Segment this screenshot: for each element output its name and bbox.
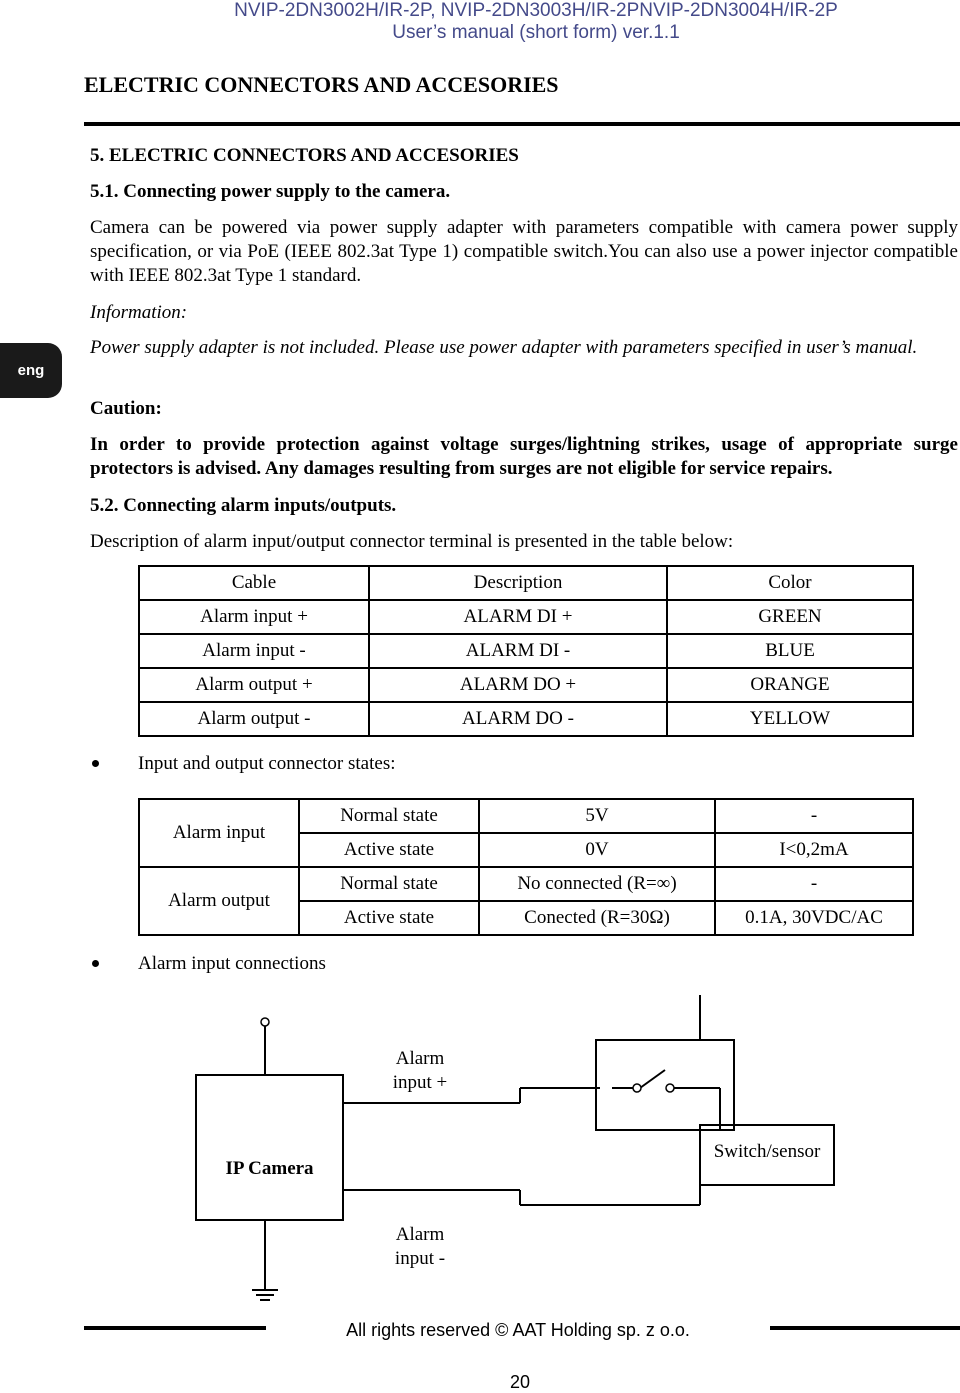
table-cell: GREEN <box>667 600 913 634</box>
header-models: NVIP-2DN3002H/IR-2P, NVIP-2DN3003H/IR-2PNVIP-2DN3004H/IR-2P <box>234 0 838 21</box>
caution-text: In order to provide protection against voltage surges/lightning strikes, usage of appropriate surge protectors is advised. Any damages resulting from surges are not eligible for service repairs. <box>90 434 958 479</box>
information-label: Information: <box>90 302 188 323</box>
table-cell: ALARM DI + <box>369 600 667 634</box>
table-group-cell: Alarm output <box>139 867 299 935</box>
language-tab: eng <box>0 343 62 398</box>
table-header-cell: Cable <box>139 566 369 600</box>
footer-rights: All rights reserved © AAT Holding sp. z o.o. <box>346 1320 690 1340</box>
table-cell: Alarm output - <box>139 702 369 736</box>
subsection-1-text: Camera can be powered via power supply adapter with parameters compatible with camera power supply specification, or via PoE (IEEE 802.3at Type 1) compatible switch.You can also use a power injector compatible with IEEE 802.3at Type 1 standard. <box>90 217 958 286</box>
table-cell: Alarm output + <box>139 668 369 702</box>
table-cell: Conected (R=30Ω) <box>479 901 715 935</box>
subsection-2-text: Description of alarm input/output connector terminal is presented in the table below: <box>90 531 734 552</box>
camera-box <box>196 1075 343 1220</box>
footer-divider-right <box>770 1326 960 1330</box>
table-cell: Alarm input - <box>139 634 369 668</box>
switch-sensor-label: Switch/sensor <box>713 1141 821 1162</box>
table-cell: ALARM DO + <box>369 668 667 702</box>
table-cell: 0.1A, 30VDC/AC <box>715 901 913 935</box>
alarm-input-minus-label: Alarm input - <box>394 1224 446 1269</box>
camera-label: IP Camera <box>225 1158 314 1179</box>
section-heading: 5. ELECTRIC CONNECTORS AND ACCESORIES <box>90 145 519 166</box>
page-number: 20 <box>509 1372 531 1392</box>
table-header-cell: Color <box>667 566 913 600</box>
table-cell: ALARM DI - <box>369 634 667 668</box>
table-header-cell: Description <box>369 566 667 600</box>
subsection-1-heading: 5.1. Connecting power supply to the camera. <box>90 181 451 202</box>
bullet-text: Input and output connector states: <box>138 753 396 774</box>
table-cell: - <box>715 799 913 833</box>
footer-divider-left <box>84 1326 266 1330</box>
terminal-icon <box>261 1018 269 1026</box>
table-group-cell: Alarm input <box>139 799 299 867</box>
table-cell: Alarm input + <box>139 600 369 634</box>
page-title: ELECTRIC CONNECTORS AND ACCESORIES <box>84 72 559 97</box>
table-cell: Normal state <box>299 867 479 901</box>
table-cell: Active state <box>299 901 479 935</box>
table-cell: YELLOW <box>667 702 913 736</box>
table-cell: ORANGE <box>667 668 913 702</box>
table-cell: Active state <box>299 833 479 867</box>
switch-terminal-icon <box>633 1084 641 1092</box>
table-cell: No connected (R=∞) <box>479 867 715 901</box>
table-cell: BLUE <box>667 634 913 668</box>
switch-lever-icon <box>640 1070 665 1088</box>
subsection-2-heading: 5.2. Connecting alarm inputs/outputs. <box>90 495 397 516</box>
bullet-text: Alarm input connections <box>138 953 326 974</box>
table-cell: ALARM DO - <box>369 702 667 736</box>
table-cell: 5V <box>479 799 715 833</box>
switch-box <box>596 1040 734 1130</box>
information-text: Power supply adapter is not included. Please use power adapter with parameters specified in user’s manual. <box>90 337 918 358</box>
table-cell: I<0,2mA <box>715 833 913 867</box>
table-cell: Normal state <box>299 799 479 833</box>
caution-label: Caution: <box>90 398 162 419</box>
alarm-input-plus-label: Alarm input + <box>392 1048 448 1093</box>
header-subtitle: User’s manual (short form) ver.1.1 <box>392 22 680 43</box>
table-cell: 0V <box>479 833 715 867</box>
switch-terminal-icon <box>666 1084 674 1092</box>
table-cell: - <box>715 867 913 901</box>
